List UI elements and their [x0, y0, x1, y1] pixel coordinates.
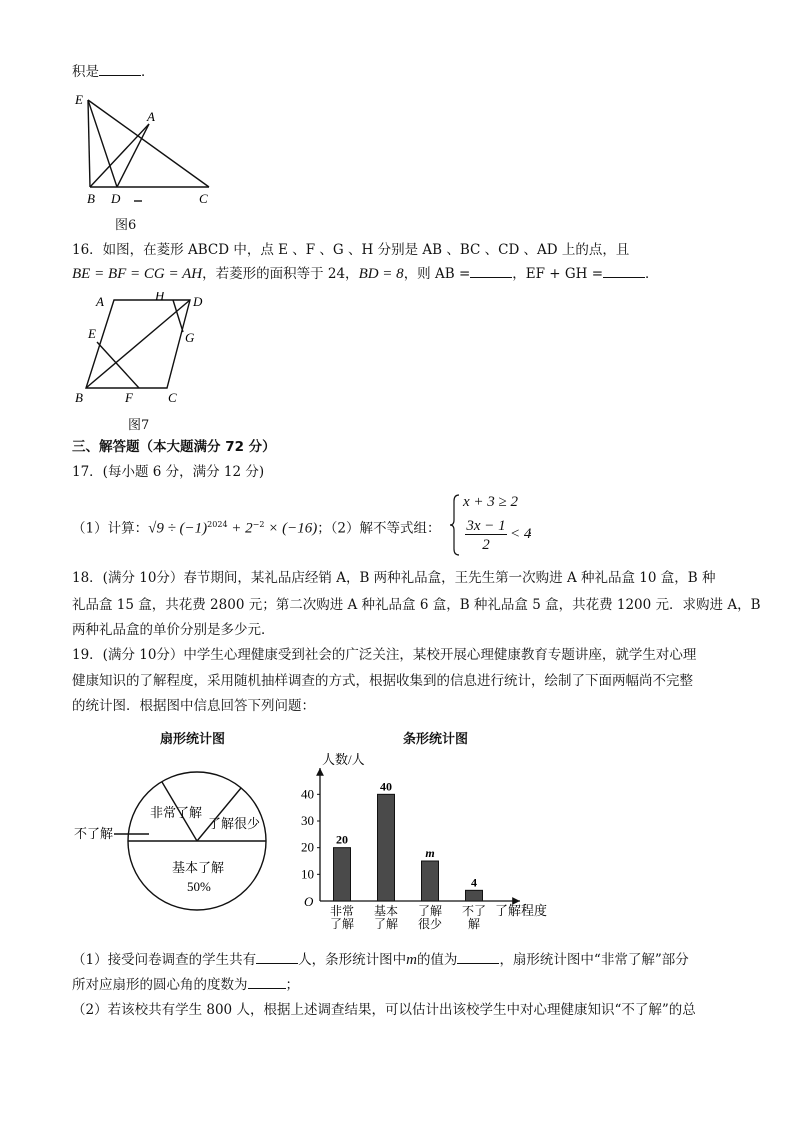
q16-line2: BE = BF = CG = AH，若菱形的面积等于 24，BD = 8，则 AB = ，EF + GH = ． [72, 266, 659, 282]
bar-1 [378, 794, 395, 901]
inequality-2-numerator: 3x − 1 [466, 518, 506, 534]
figure-7 [72, 292, 222, 408]
fig6-label-c: C [199, 191, 208, 206]
origin-label: O [304, 894, 314, 909]
y-tick-label-40: 40 [301, 786, 314, 802]
q19-line-2: 健康知识的了解程度，采用随机抽样调查的方式，根据收集到的信息进行统计，绘制了下面两幅尚不完整 [72, 673, 693, 689]
pie-chart-title: 扇形统计图 [160, 732, 226, 747]
answer-blank [99, 63, 141, 76]
q19-line-1: 19．(满分 10分）中学生心理健康受到社会的广泛关注，某校开展心理健康教育专题讲座，就学生对心理 [72, 647, 697, 663]
pie-label-basic-pct: 50% [187, 879, 211, 894]
bar-chart [290, 748, 570, 943]
fig6-label-a: A [147, 109, 155, 124]
x-tick-label-0-0: 非常 [329, 904, 355, 918]
q18-line-3: 两种礼品盒的单价分别是多少元． [72, 622, 275, 638]
q19-sub1-line-1: （1）接受问卷调查的学生共有 人，条形统计图中m的值为 ，扇形统计图中“非常了解”部分 [72, 952, 689, 968]
bar-3 [466, 890, 483, 901]
answer-blank-angle [248, 976, 286, 989]
q18-line-1: 18．(满分 10分）春节期间，某礼品店经销 A，B 两种礼品盒，王先生第一次购进 A 种礼品盒 10 盒，B 种 [72, 570, 716, 586]
answer-blank-m [457, 951, 499, 964]
fig7-label-d: D [193, 294, 203, 309]
fig6-label-b: B [87, 191, 95, 206]
answer-blank-ab [470, 265, 512, 278]
pie-label-none: 不了解 [74, 826, 114, 841]
bar-0 [334, 848, 351, 901]
y-axis-label: 人数/人 [322, 752, 365, 767]
q17-parts: （1）计算：$√9 \div (-1)^{2024} + 2^{-2} \times (-16)$；（2）解不等式组： [72, 520, 441, 537]
fig7-label-b: B [75, 390, 83, 405]
q19-sub2: （2）若该校共有学生 800 人，根据上述调查结果，可以估计出该校学生中对心理健康知识“不了解”的总 [72, 1002, 696, 1018]
x-tick-label-1-1: 了解 [373, 917, 399, 931]
x-tick-label-0-1: 了解 [329, 917, 355, 931]
inequality-2-rhs: < 4 [510, 526, 532, 542]
section-heading: 三、解答题（本大题满分 72 分） [72, 439, 276, 455]
pie-label-very: 非常了解 [150, 805, 203, 820]
inequality-brace [449, 493, 461, 557]
q15-tail: 积是 ． [72, 64, 155, 80]
fig7-label-f: F [125, 390, 133, 405]
fig7-label-g: G [185, 330, 195, 345]
fig7-label-a: A [96, 294, 104, 309]
bar-data-label-0: 20 [336, 832, 348, 847]
q19-sub1-line-2: 所对应扇形的圆心角的度数为 ； [72, 977, 299, 993]
answer-blank-total [256, 951, 298, 964]
fig7-label-e: E [88, 326, 96, 341]
fig7-caption: 图7 [128, 418, 150, 433]
y-tick-label-10: 10 [301, 866, 314, 882]
inequality-2-denominator: 2 [482, 537, 490, 553]
q17-head: 17．(每小题 6 分，满分 12 分) [72, 464, 265, 480]
inequality-1: x + 3 ≥ 2 [463, 494, 519, 510]
q16-line1: 16．如图，在菱形 ABCD 中，点 E 、F 、G 、H 分别是 AB 、BC 、CD 、AD 上的点，且 [72, 242, 630, 258]
bar-data-label-2: m [425, 846, 435, 860]
answer-blank-ef-gh [603, 265, 645, 278]
pie-label-little: 了解很少 [208, 816, 261, 831]
q17-end: ． [528, 522, 542, 538]
q18-line-2: 礼品盒 15 盒，共花费 2800 元；第二次购进 A 种礼品盒 6 盒，B 种礼品盒 5 盒，共花费 1200 元．求购进 A，B [72, 597, 761, 613]
bar-chart-title: 条形统计图 [403, 732, 469, 747]
bar-2 [422, 861, 439, 901]
fig6-label-e: E [75, 92, 83, 107]
pie-chart [70, 755, 280, 930]
figure-6 [70, 88, 230, 213]
x-tick-label-1-0: 基本 [373, 904, 399, 918]
bar-data-label-3: 4 [471, 875, 477, 890]
pie-label-basic: 基本了解 [172, 860, 225, 875]
fig7-label-h: H [155, 292, 165, 303]
fig6-label-d: D [111, 191, 121, 206]
bar-data-label-1: 40 [380, 779, 392, 794]
y-tick-label-30: 30 [301, 813, 314, 828]
fig7-label-c: C [168, 390, 177, 405]
x-axis-label: 了解程度 [495, 903, 548, 918]
x-tick-label-2-1: 很少 [417, 917, 443, 931]
x-tick-label-3-0: 不了 [461, 904, 487, 918]
x-tick-label-3-1: 解 [467, 917, 481, 931]
fig6-caption: 图6 [115, 218, 137, 233]
x-tick-label-2-0: 了解 [417, 904, 443, 918]
y-tick-label-20: 20 [301, 839, 314, 855]
q19-line-3: 的统计图．根据图中信息回答下列问题： [72, 698, 315, 714]
